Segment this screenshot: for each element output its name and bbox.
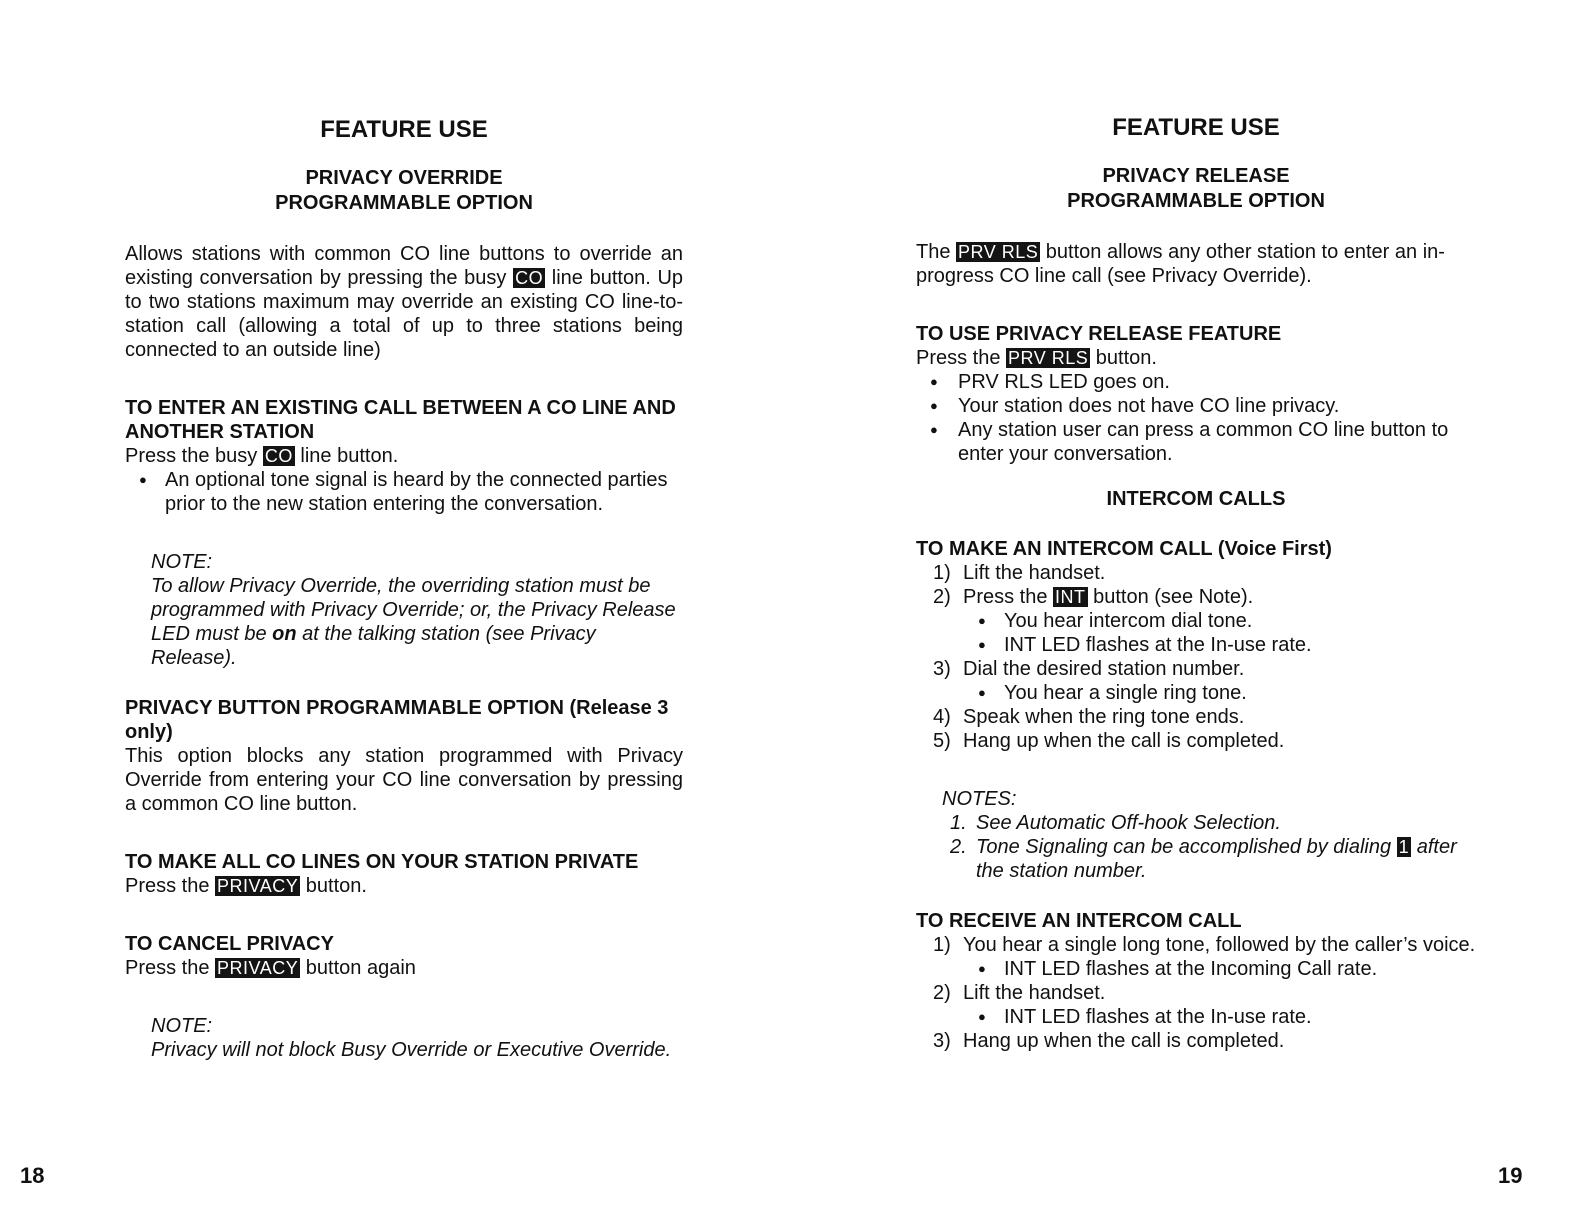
make-intercom-heading: TO MAKE AN INTERCOM CALL (Voice First) (916, 538, 1332, 560)
list-item: ● An optional tone signal is heard by the connected parties prior to the new station entering the conversation. (125, 468, 683, 516)
prv-rls-key-icon: PRV RLS (958, 242, 1039, 262)
list-item: ● You hear a single ring tone. (916, 681, 1476, 705)
list-item: ● INT LED flashes at the In-use rate. (916, 633, 1476, 657)
section-subtitle: PROGRAMMABLE OPTION (275, 192, 533, 214)
privacy-key-icon: PRIVACY (217, 958, 299, 978)
page-title: FEATURE USE (1112, 114, 1280, 141)
notes-label: NOTES: (942, 788, 1017, 810)
receive-intercom-steps (916, 933, 1476, 957)
list-item: 1. See Automatic Off-hook Selection. (950, 812, 1281, 834)
list-item: 2) Press the INT button (see Note). (933, 586, 1254, 608)
page-number: 19 (1498, 1163, 1523, 1188)
left-column (125, 116, 683, 1062)
list-item: 3) Dial the desired station number. (933, 658, 1245, 680)
section-title: PRIVACY RELEASE (1102, 165, 1290, 187)
cancel-privacy-instruction: Press the PRIVACY button again (125, 957, 416, 979)
list-item: 5) Hang up when the call is completed. (933, 730, 1285, 752)
page-number: 18 (20, 1163, 45, 1188)
note-label: NOTE: (151, 551, 213, 573)
privacy-key-icon: PRIVACY (217, 876, 299, 896)
note-label: NOTE: (151, 1015, 213, 1037)
prv-rls-key-icon: PRV RLS (1008, 348, 1089, 368)
use-privacy-release-heading: TO USE PRIVACY RELEASE FEATURE (916, 323, 1282, 345)
section-subtitle: PROGRAMMABLE OPTION (1067, 190, 1325, 212)
list-item: ● INT LED flashes at the In-use rate. (916, 1005, 1476, 1029)
co-key-icon: CO (264, 446, 293, 466)
right-page (796, 0, 1592, 1225)
step-2-bullets (916, 609, 1476, 657)
page-title: FEATURE USE (320, 116, 488, 143)
digit-1-key-icon: 1 (1398, 837, 1410, 857)
make-intercom-steps (916, 561, 1476, 609)
make-private-instruction: Press the PRIVACY button. (125, 875, 367, 897)
list-item: 4) Speak when the ring tone ends. (933, 706, 1245, 728)
privacy-button-heading: PRIVACY BUTTON PROGRAMMABLE OPTION (Release 3 only) (125, 697, 669, 743)
enter-call-instruction: Press the busy CO line button. (125, 445, 399, 467)
privacy-override-intro: Allows stations with common CO line buttons to override an existing conversation by pressing the busy CO line button. Up to two stations maximum may override an existing CO line-to-station call (allowing a total of up to three stations being connected to an outside line) (125, 243, 684, 361)
section-title: PRIVACY OVERRIDE (305, 167, 503, 189)
note-text: To allow Privacy Override, the overriding station must be programmed with Privacy Override; or, the Privacy Release LED must be on at the talking station (see Privacy Release). (151, 575, 676, 669)
receive-intercom-heading: TO RECEIVE AN INTERCOM CALL (916, 910, 1242, 932)
privacy-release-intro: The PRV RLS button allows any other station to enter an in-progress CO line call (see Privacy Override). (916, 241, 1445, 287)
cancel-privacy-heading: TO CANCEL PRIVACY (125, 933, 334, 955)
list-item: ● INT LED flashes at the Incoming Call rate. (916, 957, 1476, 981)
list-item: 2) Lift the handset. (933, 982, 1106, 1004)
use-privacy-release-instruction: Press the PRV RLS button. (916, 347, 1157, 369)
list-item: 2. Tone Signaling can be accomplished by dialing 1 after the station number. (950, 836, 1457, 882)
use-privacy-release-bullets (916, 370, 1476, 466)
list-item: 1) Lift the handset. (933, 562, 1106, 584)
list-item: ● Any station user can press a common CO line button to enter your conversation. (916, 418, 1476, 466)
list-item: ● You hear intercom dial tone. (916, 609, 1476, 633)
enter-call-bullets (125, 468, 683, 516)
list-item: ● Your station does not have CO line privacy. (916, 394, 1476, 418)
notes-list (916, 811, 1476, 883)
intercom-calls-heading: INTERCOM CALLS (1106, 488, 1286, 510)
privacy-button-text: This option blocks any station programmed with Privacy Override from entering your CO line conversation by pressing a common CO line button. (125, 745, 683, 815)
make-private-heading: TO MAKE ALL CO LINES ON YOUR STATION PRIVATE (125, 851, 639, 873)
note-text: Privacy will not block Busy Override or Executive Override. (151, 1039, 672, 1061)
step-3-bullets (916, 681, 1476, 705)
right-column (916, 114, 1476, 1053)
list-item: 1) You hear a single long tone, followed by the caller’s voice. (933, 934, 1476, 956)
list-item: ● PRV RLS LED goes on. (916, 370, 1476, 394)
list-item: 3) Hang up when the call is completed. (933, 1030, 1285, 1052)
enter-call-heading: TO ENTER AN EXISTING CALL BETWEEN A CO LINE AND ANOTHER STATION (125, 397, 676, 443)
co-key-icon: CO (515, 268, 544, 288)
int-key-icon: INT (1055, 587, 1086, 607)
